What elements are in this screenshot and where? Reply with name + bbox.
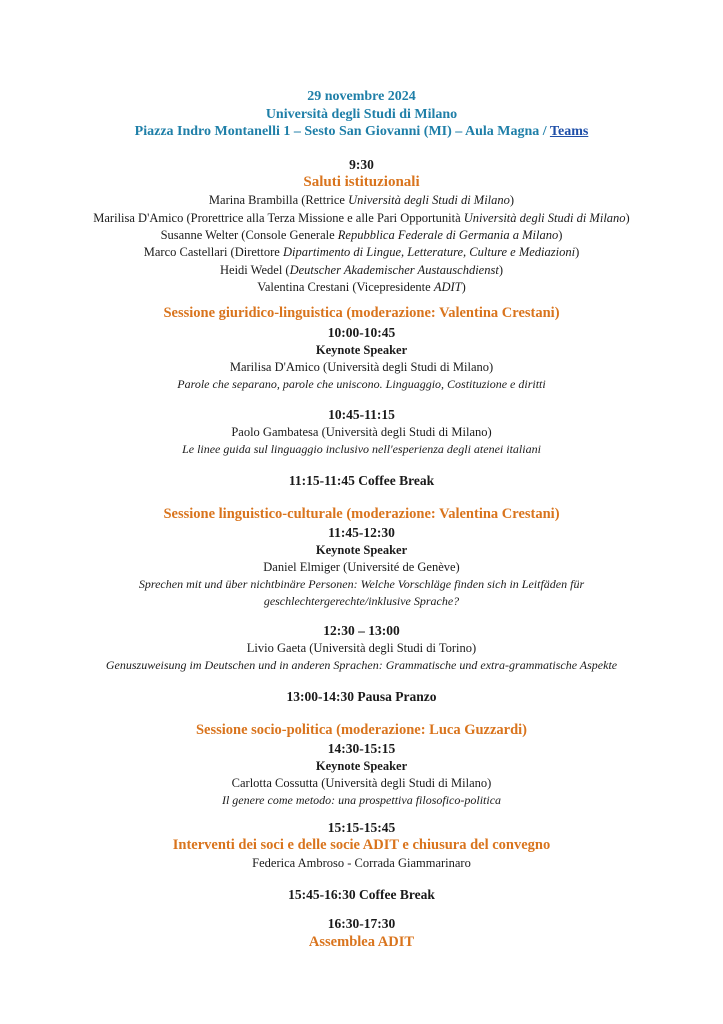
welcome-speaker: Valentina Crestani (Vicepresidente ADIT) [257,280,466,294]
welcome-title: Saluti istituzionali [303,174,420,190]
session3-keynote-label: Keynote Speaker [315,759,408,773]
session3-talk1-speaker: Carlotta Cossutta (Università degli Studi di Milano) [231,776,492,790]
session2-talk2-speaker: Livio Gaeta (Università degli Studi di Torino) [246,641,477,655]
session1-title: Sessione giuridico-linguistica (moderazione: Valentina Crestani) [163,305,560,321]
coffee-break-1: 11:15-11:45 Coffee Break [288,473,435,488]
address-separator: / [539,124,550,139]
session2-talk2-time: 12:30 – 13:00 [323,623,400,638]
welcome-speaker: Marilisa D'Amico (Prorettrice alla Terza Missione e alle Pari Opportunità Università degli Studi di Milano) [93,211,630,225]
session1-talk1-time: 10:00-10:45 [327,325,396,340]
session2-talk1-title-line2: geschlechtergerechte/inklusive Sprache? [263,594,460,608]
session3-talk1-title: Il genere come metodo: una prospettiva filosofico-politica [221,793,502,807]
session2-talk1-time: 11:45-12:30 [328,525,395,540]
session2-title: Sessione linguistico-culturale (moderazione: Valentina Crestani) [163,506,560,522]
session1-talk1-title: Parole che separano, parole che uniscono. Linguaggio, Costituzione e diritti [177,377,546,391]
session1-talk2-title: Le linee guida sul linguaggio inclusivo nell'esperienza degli atenei italiani [182,442,541,456]
welcome-speaker: Marina Brambilla (Rettrice Università degli Studi di Milano) [208,193,515,207]
session1-talk2-time: 10:45-11:15 [328,407,395,422]
session1-talk1-speaker: Marilisa D'Amico (Università degli Studi di Milano) [229,360,494,374]
welcome-speaker: Marco Castellari (Direttore Dipartimento di Lingue, Letterature, Culture e Mediazioni) [143,245,580,259]
welcome-time: 9:30 [349,157,374,172]
session3-title: Sessione socio-politica (moderazione: Luca Guzzardi) [195,722,528,738]
event-address: Piazza Indro Montanelli 1 – Sesto San Giovanni (MI) – Aula Magna [134,124,540,139]
event-address-line [0,124,723,140]
event-date: 29 novembre 2024 [307,89,416,104]
welcome-speaker: Heidi Wedel (Deutscher Akademischer Austauschdienst) [220,263,503,277]
session2-talk1-speaker: Daniel Elmiger (Université de Genève) [263,560,460,574]
members-time: 15:15-15:45 [327,820,396,835]
session2-talk1-title-line1: Sprechen mit und über nichtbinäre Personen: Welche Vorschläge finden sich in Leitfäden für [138,577,585,591]
assembly-title: Assemblea ADIT [308,934,415,950]
event-university: Università degli Studi di Milano [265,107,458,122]
session2-keynote-label: Keynote Speaker [315,543,408,557]
assembly-time: 16:30-17:30 [327,916,396,931]
members-title: Interventi dei soci e delle socie ADIT e chiusura del convegno [172,837,551,853]
session2-talk2-title: Genuszuweisung im Deutschen und in anderen Sprachen: Grammatische und extra-grammatische Aspekte [105,658,618,672]
members-names: Federica Ambroso - Corrada Giammarinaro [252,856,471,870]
coffee-break-2: 15:45-16:30 Coffee Break [288,887,435,902]
welcome-speaker: Susanne Welter (Console Generale Repubblica Federale di Germania a Milano) [160,228,563,242]
session1-keynote-label: Keynote Speaker [315,343,408,357]
lunch-break: 13:00-14:30 Pausa Pranzo [286,689,437,704]
session1-talk2-speaker: Paolo Gambatesa (Università degli Studi di Milano) [231,425,492,439]
teams-link[interactable]: Teams [549,124,589,139]
session3-talk1-time: 14:30-15:15 [327,741,396,756]
